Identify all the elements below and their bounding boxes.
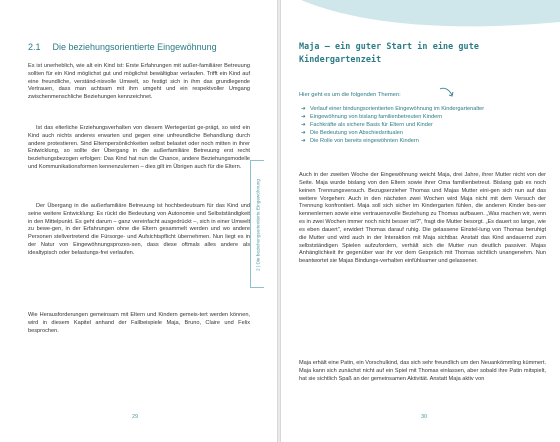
topic-item: ➔ Die Rolle von bereits eingewöhnten Kindern [301,137,419,144]
arrow-icon: ➔ [301,113,306,120]
paragraph-4: Wie Herausforderungen gemeinsam mit Eltern und Kindern gemeis-tert werden können, wird in diesem Kapitel anhand der Fallbeispiele Maja, Bruno, Claire und Felix besprochen. [28,312,250,334]
story-paragraph-1: Auch in der zweiten Woche der Eingewöhnung weicht Maja, drei Jahre, ihrer Mutter nicht von der Seite. Maja wurde bislang von den Eltern sowie ihrer Oma familienbetreut. Bislang gab es noch keinen Trennungsversuch. Bezugserzieher Thomas und Majas Mutter eini-gen sich nun auf das weitere Vorgehen: Auch in den nächsten zwei Wochen wird Maja nicht mit dem Versuch der Trennung konfrontiert. Maja soll sich sicher im Kindergarten fühlen, die anderen Kinder bes-ser kennenlernen sowie eine vertrauensvolle Beziehung zu Thomas aufbauen. „Was machen wir, wenn es in zwei Wochen immer noch nicht besser ist?", fragt die Mutter besorgt. „Es dauert so lange, wie es eben dauert", erwidert Thomas darauf ruhig. Die gelassene Einstel-lung von Thomas beruhigt die Mutter und wird auch in der Interaktion mit Maja sichtbar. Anstatt das Kind andauernd zum selbstständigen Spielen aufzufordern, verhält sich die Mutter nun deutlich passiver. Majas Anhänglichkeit ihr gegenüber war ihr vor dem Gespräch mit Thomas sichtlich unangenehm. Nun beantwortet sie Majas Bindungs-verhalten einfühlsamer und gelassener. [299,172,546,265]
chapter-side-tab [250,160,264,288]
arrow-icon: ➔ [301,137,306,144]
story-paragraph-2: Maja erhält eine Patin, ein Vorschulkind, das sich sehr freundlich um den Neuankömmling kümmert. Maja kann sich zunächst nicht auf ein Spiel mit Thomas einlassen, aber sobald ihre Patin mitspielt, hat sie sichtlich Spaß an der gemeinsamen Aktivität. Anstatt Maja aktiv von [299,360,546,382]
left-page [0,0,277,442]
paragraph-3: Der Übergang in die außerfamiliäre Betreuung ist hochbedeutsam für das Kind und seine weitere Entwicklung: Es rückt die Bedeutung von Autonomie und Selbstständigkeit in den Mittelpunkt. Es geht darum – ganz vereinfacht ausgedrückt –, sich in einer Umwelt zu bewe-gen, in der Erfahrungen ohne die Eltern gesammelt werden und wo andere Personen stellvertretend die Fürsorge- und Aufsichtspflicht übernehmen. Nun liegt es in der Natur von Eingewöhnungsprozes-sen, dass diese oftmals alles andere als idealtypisch oder belastungs-frei verlaufen. [28,203,250,256]
right-page [281,0,560,442]
page-number: 29 [132,414,139,420]
topic-item: ➔ Verlauf einer bindungsorientierten Eingewöhnung im Kindergartenalter [301,106,485,112]
page-number: 30 [421,414,428,420]
arrow-icon: ➔ [301,106,306,112]
arrow-icon: ➔ [301,129,306,136]
curved-arrow-icon [439,86,455,98]
section-title: Die beziehungsorientierte Eingewöhnung [52,42,217,52]
paragraph-2: Ist das elterliche Erziehungsverhalten von diesem Wertegerüst ge-prägt, so wird ein Kind auch nichts anderes erwarten und gegen eine unfreundliche Behandlung durch andere protestieren. Sind Eltempersönlichkeiten selbst belastet oder noch mitten in ihrer Entwicklung, so sollte der Übergang in die außerfamiliäre Betreuung erst recht beziehungsbezogen erfolgen: Das Kind hat nun die Chance, andere Beziehungsmodelle und Kommunikationsformen kennenzulernen – dies gilt im Übrigen auch für die Eltern. [28,125,250,170]
paragraph-1: Es ist unerheblich, wie alt ein Kind ist: Erste Erfahrungen mit außer-familiärer Betreuung sollten für ein Kind möglichst gut und möglichst bewältigbar verlaufen. Trifft ein Kind auf eine freundliche, verständ-nisvolle Umwelt, so festigt sich in ihm das grundlegende Vertrauen, dass man achtsam mit ihm umgeht und ein respektvoller Umgang zwischenmenschliche Beziehungen kennzeichnet. [28,63,250,100]
topics-intro: Hier geht es um die folgenden Themen: [299,92,401,98]
chapter-side-tab-label: 2 | Die beziehungsorientierte Eingewöhnung [255,179,261,271]
section-number: 2.1 [28,42,41,52]
section-heading [28,42,217,52]
topic-item: ➔ Eingewöhnung von bislang familienbetreuten Kindern [301,113,443,120]
story-title: Maja – ein guter Start in eine gute Kindergartenzeit [299,41,479,64]
arrow-icon: ➔ [301,121,306,128]
topic-item: ➔ Fachkräfte als sichere Basis für Eltern und Kinder [301,121,433,128]
topic-item: ➔ Die Bedeutung von Abschiedsritualen [301,129,403,136]
topics-list [301,106,536,146]
